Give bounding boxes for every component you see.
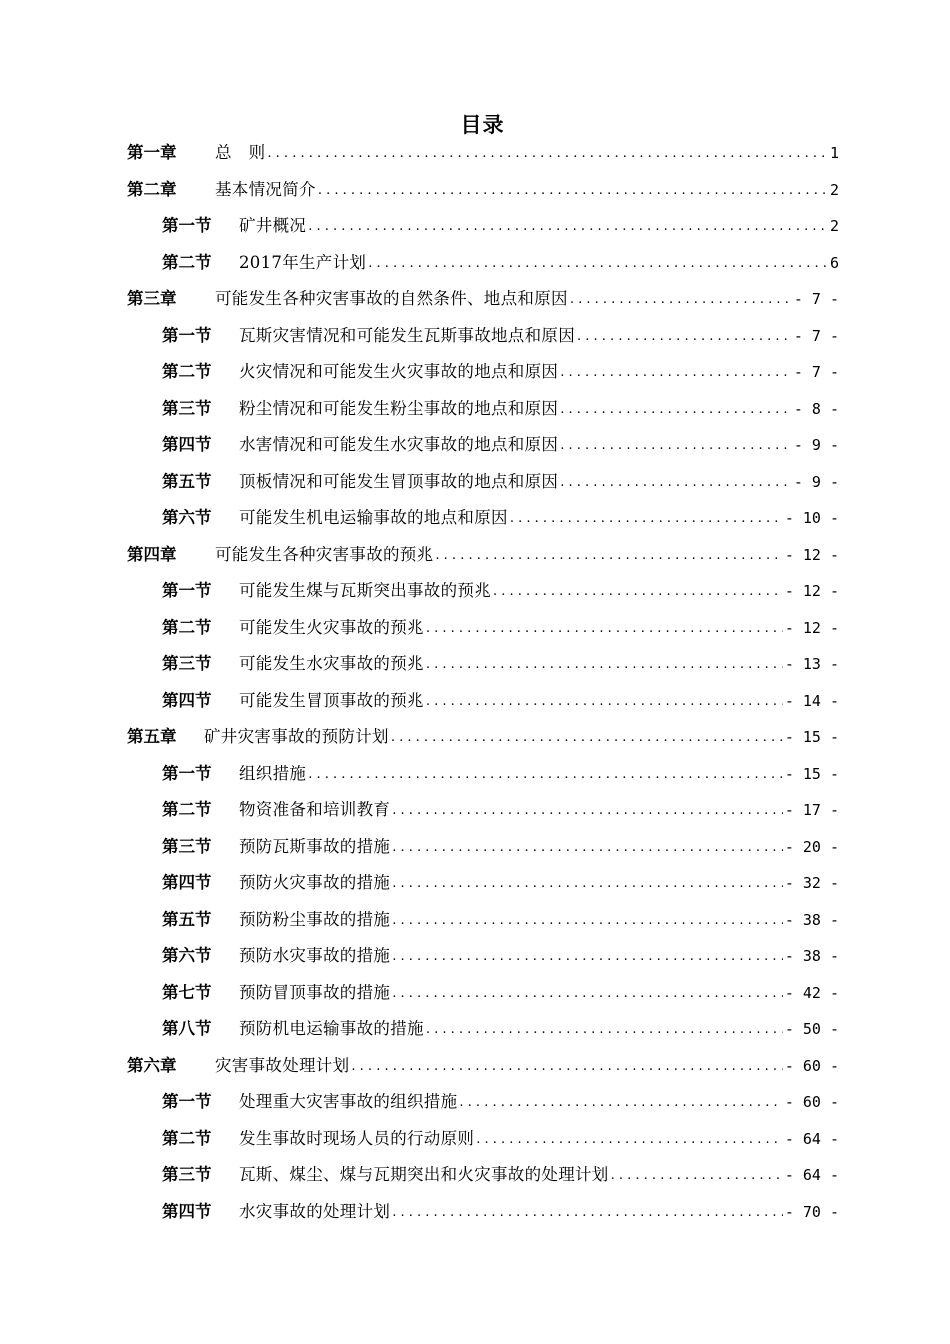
section-title: 2017年生产计划 xyxy=(239,252,367,272)
section-number: 第二节 xyxy=(162,1128,212,1148)
section-title: 瓦斯、煤尘、煤与瓦期突出和火灾事故的处理计划 xyxy=(239,1165,609,1184)
page-number: - 60 - xyxy=(784,1056,839,1075)
toc-title: 目录 xyxy=(460,112,505,137)
dot-leader xyxy=(426,617,783,639)
section-number: 第四节 xyxy=(162,1201,212,1221)
section-title: 发生事故时现场人员的行动原则 xyxy=(239,1128,475,1148)
dot-leader xyxy=(392,909,783,931)
section-number: 第四节 xyxy=(162,435,212,454)
toc-section-entry[interactable] xyxy=(162,937,839,967)
dot-leader xyxy=(560,398,792,420)
toc-section-entry[interactable] xyxy=(162,426,839,456)
toc-section-entry[interactable] xyxy=(162,682,839,712)
page-number: - 12 - xyxy=(784,582,839,600)
dot-leader xyxy=(577,325,792,347)
toc-section-entry[interactable] xyxy=(162,390,839,420)
section-number: 第六节 xyxy=(162,508,212,527)
page-number: - 9 - xyxy=(793,472,839,491)
section-title: 可能发生水灾事故的预兆 xyxy=(239,654,424,673)
page-number: - 13 - xyxy=(784,655,839,673)
dot-leader xyxy=(392,982,783,1004)
page-number: - 15 - xyxy=(784,764,839,783)
toc-chapter-entry[interactable] xyxy=(127,718,839,748)
section-number: 第二节 xyxy=(162,617,212,637)
chapter-title: 可能发生各种灾害事故的预兆 xyxy=(215,544,434,564)
toc-chapter-entry[interactable] xyxy=(127,1047,839,1077)
section-title: 可能发生煤与瓦斯突出事故的预兆 xyxy=(239,581,491,600)
toc-section-entry[interactable] xyxy=(162,207,839,237)
dot-leader xyxy=(318,179,828,201)
page-number: - 38 - xyxy=(784,910,839,929)
dot-leader xyxy=(308,215,828,237)
section-title: 物资准备和培训教育 xyxy=(239,800,391,819)
section-number: 第一节 xyxy=(162,216,212,235)
page-number: - 38 - xyxy=(784,947,839,965)
section-number: 第三节 xyxy=(162,836,212,856)
toc-section-entry[interactable] xyxy=(162,645,839,675)
section-number: 第五节 xyxy=(162,909,212,929)
toc-section-entry[interactable] xyxy=(162,1156,839,1186)
chapter-number: 第五章 xyxy=(127,727,177,746)
toc-section-entry[interactable] xyxy=(162,463,839,493)
page-number: 6 xyxy=(829,253,839,272)
toc-section-entry[interactable] xyxy=(162,864,839,894)
page-number: - 60 - xyxy=(784,1093,839,1111)
page-number: - 12 - xyxy=(784,618,839,637)
toc-chapter-entry[interactable] xyxy=(127,134,839,164)
section-title: 粉尘情况和可能发生粉尘事故的地点和原因 xyxy=(239,398,559,418)
dot-leader xyxy=(476,1128,783,1150)
page-number: - 7 - xyxy=(793,363,839,381)
section-number: 第六节 xyxy=(162,946,212,965)
section-title: 预防冒顶事故的措施 xyxy=(239,982,391,1002)
chapter-title: 基本情况简介 xyxy=(215,179,316,199)
toc-chapter-entry[interactable] xyxy=(127,536,839,566)
toc-section-entry[interactable] xyxy=(162,353,839,383)
dot-leader xyxy=(391,726,783,748)
dot-leader xyxy=(392,799,783,821)
page-number: - 14 - xyxy=(784,691,839,710)
page-number: - 64 - xyxy=(784,1129,839,1148)
dot-leader xyxy=(560,434,792,456)
section-number: 第一节 xyxy=(162,325,212,345)
dot-leader xyxy=(426,1018,783,1040)
chapter-number: 第六章 xyxy=(127,1055,177,1075)
section-title: 预防水灾事故的措施 xyxy=(239,946,391,965)
page-number: - 64 - xyxy=(784,1166,839,1184)
section-number: 第一节 xyxy=(162,1092,212,1111)
section-title: 水灾事故的处理计划 xyxy=(239,1201,391,1221)
page-number: - 9 - xyxy=(793,436,839,454)
chapter-number: 第四章 xyxy=(127,544,177,564)
section-number: 第五节 xyxy=(162,471,212,491)
section-number: 第二节 xyxy=(162,362,212,381)
page-number: 1 xyxy=(829,144,839,162)
section-title: 预防火灾事故的措施 xyxy=(239,873,391,892)
dot-leader xyxy=(392,1201,783,1223)
page-number: - 8 - xyxy=(793,399,839,418)
page-number: - 7 - xyxy=(793,290,839,308)
page-number: - 15 - xyxy=(784,728,839,746)
toc-section-entry[interactable] xyxy=(162,244,839,274)
page-number: - 70 - xyxy=(784,1202,839,1221)
section-number: 第七节 xyxy=(162,982,212,1002)
toc-chapter-entry[interactable] xyxy=(127,280,839,310)
section-title: 预防机电运输事故的措施 xyxy=(239,1019,424,1038)
chapter-number: 第二章 xyxy=(127,179,177,199)
dot-leader xyxy=(267,142,828,164)
page-number: - 10 - xyxy=(784,509,839,527)
toc-section-entry[interactable] xyxy=(162,755,839,785)
section-title: 处理重大灾害事故的组织措施 xyxy=(239,1092,458,1111)
chapter-title: 灾害事故处理计划 xyxy=(215,1055,350,1075)
section-title: 可能发生冒顶事故的预兆 xyxy=(239,690,424,710)
dot-leader xyxy=(560,361,792,383)
section-title: 预防瓦斯事故的措施 xyxy=(239,836,391,856)
chapter-title: 总 则 xyxy=(215,143,266,162)
chapter-title: 可能发生各种灾害事故的自然条件、地点和原因 xyxy=(215,289,568,308)
page-number: - 12 - xyxy=(784,545,839,564)
toc-section-entry[interactable] xyxy=(162,499,839,529)
page-number: 2 xyxy=(829,180,839,199)
page-number: - 17 - xyxy=(784,801,839,819)
toc-chapter-entry[interactable] xyxy=(127,171,839,201)
dot-leader xyxy=(560,471,792,493)
section-number: 第四节 xyxy=(162,873,212,892)
chapter-title: 矿井灾害事故的预防计划 xyxy=(204,727,389,746)
dot-leader xyxy=(459,1091,782,1113)
dot-leader xyxy=(435,544,782,566)
dot-leader xyxy=(392,945,783,967)
dot-leader xyxy=(308,763,783,785)
toc-section-entry[interactable] xyxy=(162,791,839,821)
dot-leader xyxy=(570,288,792,310)
page-number: - 32 - xyxy=(784,874,839,892)
section-number: 第二节 xyxy=(162,252,212,272)
toc-section-entry[interactable] xyxy=(162,317,839,347)
dot-leader xyxy=(392,872,783,894)
dot-leader xyxy=(426,653,783,675)
dot-leader xyxy=(426,690,783,712)
section-title: 可能发生火灾事故的预兆 xyxy=(239,617,424,637)
section-number: 第四节 xyxy=(162,690,212,710)
section-title: 水害情况和可能发生水灾事故的地点和原因 xyxy=(239,435,559,454)
section-title: 矿井概况 xyxy=(239,216,307,235)
section-title: 瓦斯灾害情况和可能发生瓦斯事故地点和原因 xyxy=(239,325,575,345)
section-number: 第二节 xyxy=(162,800,212,819)
page-number: 2 xyxy=(829,217,839,235)
section-number: 第一节 xyxy=(162,581,212,600)
dot-leader xyxy=(493,580,783,602)
toc-section-entry[interactable] xyxy=(162,1193,839,1223)
section-title: 组织措施 xyxy=(239,763,307,783)
toc-section-entry[interactable] xyxy=(162,1083,839,1113)
page-number: - 50 - xyxy=(784,1020,839,1038)
section-number: 第一节 xyxy=(162,763,212,783)
toc-section-entry[interactable] xyxy=(162,901,839,931)
toc-section-entry[interactable] xyxy=(162,974,839,1004)
page-number: - 42 - xyxy=(784,983,839,1002)
section-title: 可能发生机电运输事故的地点和原因 xyxy=(239,508,508,527)
toc-section-entry[interactable] xyxy=(162,828,839,858)
section-title: 顶板情况和可能发生冒顶事故的地点和原因 xyxy=(239,471,559,491)
section-title: 预防粉尘事故的措施 xyxy=(239,909,391,929)
section-number: 第三节 xyxy=(162,398,212,418)
page-number: - 7 - xyxy=(793,326,839,345)
toc-section-entry[interactable] xyxy=(162,1120,839,1150)
chapter-number: 第三章 xyxy=(127,289,177,308)
dot-leader xyxy=(392,836,783,858)
section-number: 第三节 xyxy=(162,654,212,673)
chapter-number: 第一章 xyxy=(127,143,177,162)
section-number: 第八节 xyxy=(162,1019,212,1038)
toc-section-entry[interactable] xyxy=(162,1010,839,1040)
dot-leader xyxy=(351,1055,782,1077)
page-number: - 20 - xyxy=(784,837,839,856)
section-number: 第三节 xyxy=(162,1165,212,1184)
section-title: 火灾情况和可能发生火灾事故的地点和原因 xyxy=(239,362,559,381)
dot-leader xyxy=(368,252,828,274)
toc-section-entry[interactable] xyxy=(162,572,839,602)
dot-leader xyxy=(611,1164,783,1186)
toc-section-entry[interactable] xyxy=(162,609,839,639)
dot-leader xyxy=(510,507,783,529)
